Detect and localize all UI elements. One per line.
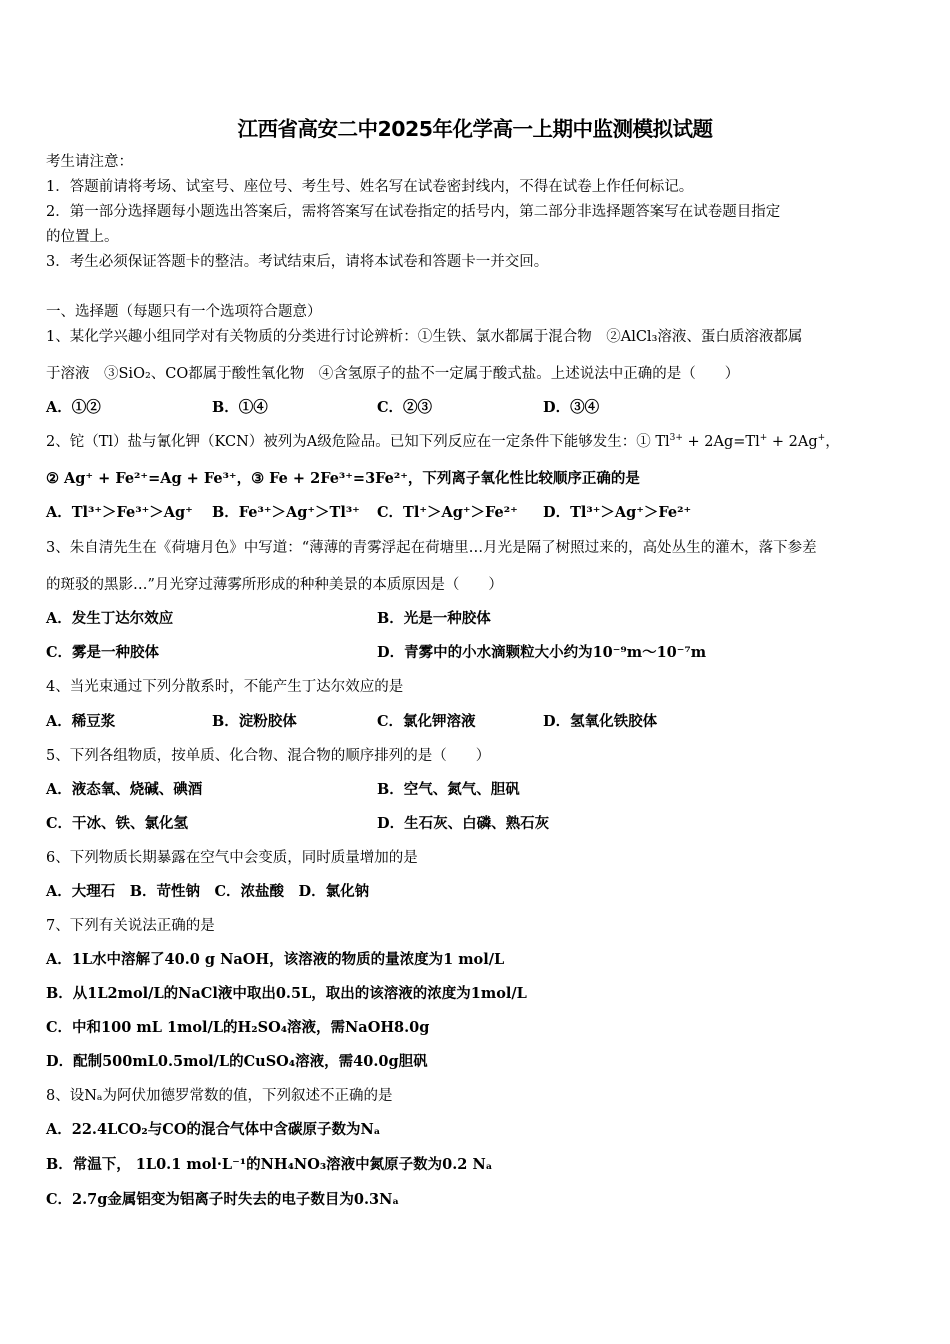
- q5-option-d: D．生石灰、白磷、熟石灰: [377, 815, 550, 832]
- question-3-line-1: 3、朱自清先生在《荷塘月色》中写道：“薄薄的青雾浮起在荷塘里…月光是隔了树照过来的，高处丛生的灌木，落下参差: [46, 540, 817, 556]
- q4-option-d: D．氢氧化铁胶体: [543, 713, 658, 730]
- question-1-line-2: 于溶液 ③SiO₂、CO都属于酸性氧化物 ④含氢原子的盐不一定属于酸式盐。上述说法中正确的是（ ）: [46, 366, 740, 382]
- q4-option-a: A．稀豆浆: [46, 713, 116, 730]
- q5-option-a: A．液态氧、烧碱、碘酒: [46, 781, 203, 798]
- question-5-line-1: 5、下列各组物质，按单质、化合物、混合物的顺序排列的是（ ）: [46, 748, 491, 764]
- q2-sup-3: +: [817, 433, 826, 444]
- q7-option-b: B．从1L2mol/L的NaCl液中取出0.5L，取出的该溶液的浓度为1mol/L: [46, 985, 527, 1002]
- question-2-line-1: [46, 432, 840, 452]
- q2-option-a: A．Tl³⁺＞Fe³⁺＞Ag⁺: [46, 504, 193, 521]
- q6-options: A．大理石 B．苛性钠 C．浓盐酸 D．氯化钠: [46, 883, 370, 900]
- q1-option-c: C．②③: [377, 399, 433, 416]
- q7-option-d: D．配制500mL0.5mol/L的CuSO₄溶液，需40.0g胆矾: [46, 1053, 428, 1070]
- q3-option-c: C．雾是一种胶体: [46, 644, 160, 661]
- q7-option-c: C．中和100 mL 1mol/L的H₂SO₄溶液，需NaOH8.0g: [46, 1019, 430, 1036]
- q3-option-b: B．光是一种胶体: [377, 610, 491, 627]
- notice-item: 1．答题前请将考场、试室号、座位号、考生号、姓名写在试卷密封线内，不得在试卷上作任何标记。: [46, 179, 694, 195]
- q4-option-b: B．淀粉胶体: [212, 713, 297, 730]
- q8-option-c: C．2.7g金属铝变为铝离子时失去的电子数目为0.3Nₐ: [46, 1191, 400, 1208]
- q2-sup-2: +: [759, 433, 768, 444]
- q8-option-a: A．22.4LCO₂与CO的混合气体中含碳原子数为Nₐ: [46, 1121, 381, 1138]
- q2-text-e: + 2Ag: [767, 434, 818, 450]
- q2-option-b: B．Fe³⁺＞Ag⁺＞Tl³⁺: [212, 504, 360, 521]
- page-title: 江西省高安二中2025年化学高一上期中监测模拟试题: [237, 117, 713, 141]
- q2-text-a: 2、铊（Tl）盐与氰化钾（KCN）被列为A级危险品。已知下列反应在一定条件下能够发生：① Tl: [46, 434, 670, 450]
- notice-item: 3．考生必须保证答题卡的整洁。考试结束后，请将本试卷和答题卡一并交回。: [46, 254, 549, 270]
- question-4-line-1: 4、当光束通过下列分散系时，不能产生丁达尔效应的是: [46, 679, 404, 695]
- notice-item: 2．第一部分选择题每小题选出答案后，需将答案写在试卷指定的括号内，第二部分非选择题答案写在试卷题目指定: [46, 204, 781, 220]
- section-heading: 一、选择题（每题只有一个选项符合题意）: [46, 304, 322, 320]
- q7-option-a: A．1L水中溶解了40.0 g NaOH，该溶液的物质的量浓度为1 mol/L: [46, 951, 505, 968]
- q1-option-a: A．①②: [46, 399, 101, 416]
- question-2-line-2: ② Ag⁺ + Fe²⁺=Ag + Fe³⁺，③ Fe + 2Fe³⁺=3Fe²⁺，下列离子氧化性比较顺序正确的是: [46, 470, 640, 487]
- q1-option-b: B．①④: [212, 399, 268, 416]
- q8-option-b: B．常温下， 1L0.1 mol·L⁻¹的NH₄NO₃溶液中氮原子数为0.2 Nₐ: [46, 1156, 493, 1173]
- q2-option-d: D．Tl³⁺＞Ag⁺＞Fe²⁺: [543, 504, 692, 521]
- q2-option-c: C．Tl⁺＞Ag⁺＞Fe²⁺: [377, 504, 518, 521]
- q4-option-c: C．氯化钾溶液: [377, 713, 476, 730]
- q2-text-c: + 2Ag=Tl: [682, 434, 760, 450]
- q2-sup-1: 3+: [669, 433, 683, 444]
- notice-item: 的位置上。: [46, 229, 119, 245]
- question-3-line-2: 的斑驳的黑影…”月光穿过薄雾所形成的种种美景的本质原因是（ ）: [46, 577, 503, 593]
- question-6-line-1: 6、下列物质长期暴露在空气中会变质，同时质量增加的是: [46, 850, 418, 866]
- notice-heading: 考生请注意：: [46, 154, 133, 170]
- q5-option-b: B．空气、氮气、胆矾: [377, 781, 520, 798]
- q5-option-c: C．干冰、铁、氯化氢: [46, 815, 189, 832]
- question-1-line-1: 1、某化学兴趣小组同学对有关物质的分类进行讨论辨析：①生铁、氯水都属于混合物 ②AlCl₃溶液、蛋白质溶液都属: [46, 329, 803, 345]
- q3-option-a: A．发生丁达尔效应: [46, 610, 174, 627]
- q3-option-d: D．青雾中的小水滴颗粒大小约为10⁻⁹m～10⁻⁷m: [377, 644, 707, 661]
- q2-text-g: ，: [825, 434, 840, 450]
- question-7-line-1: 7、下列有关说法正确的是: [46, 918, 215, 934]
- question-8-line-1: 8、设Nₐ为阿伏加德罗常数的值，下列叙述不正确的是: [46, 1088, 393, 1104]
- q1-option-d: D．③④: [543, 399, 600, 416]
